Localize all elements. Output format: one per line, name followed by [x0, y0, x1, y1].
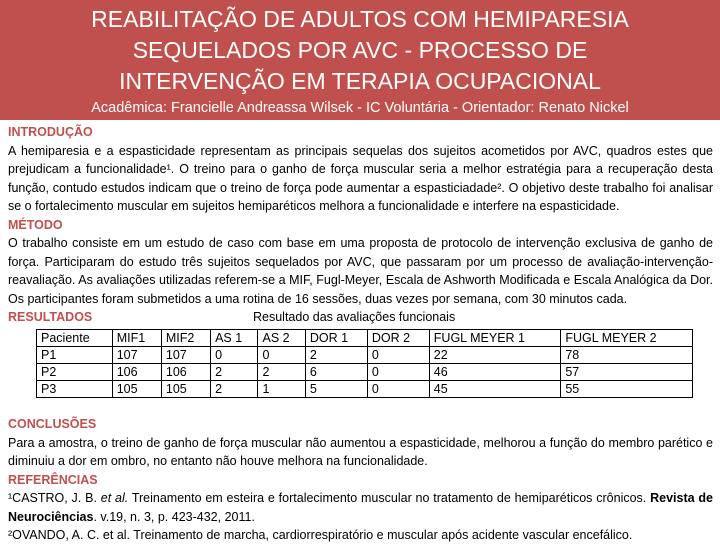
table-cell: 105	[112, 381, 161, 398]
table-cell: P1	[37, 347, 113, 364]
results-header-row	[8, 308, 713, 327]
table-cell: 1	[258, 381, 305, 398]
ref1-title: Treinamento em esteira e fortalecimento muscular no tratamento de hemiparéticos crônicos.	[128, 491, 651, 505]
table-cell: 0	[367, 381, 429, 398]
intro-heading: INTRODUÇÃO	[8, 125, 93, 139]
results-table	[36, 329, 693, 398]
column-header: MIF1	[112, 330, 161, 347]
title-banner	[0, 0, 720, 120]
table-cell: 0	[258, 347, 305, 364]
table-cell: 105	[161, 381, 210, 398]
column-header: FUGL MEYER 2	[561, 330, 693, 347]
method-text: O trabalho consiste em um estudo de caso com base em uma proposta de protocolo de intervenção exclusiva de ganho de força. Participaram do estudo três sujeitos sequelados por AVC, que passaram por um processo de avaliação-intervenção-reavaliação. As avaliações utilizadas referem-se a MIF, Fugl-Meyer, Escala de Ashworth Modificada e Escala Analógica da Dor. Os participantes foram submetidos a uma rotina de 16 sessões, duas vezes por semana, com 30 minutos cada.	[8, 236, 713, 306]
references-heading: REFERÊNCIAS	[8, 472, 98, 487]
table-cell: 2	[211, 381, 258, 398]
spacer	[8, 398, 713, 415]
column-header: AS 1	[211, 330, 258, 347]
column-header: MIF2	[161, 330, 210, 347]
results-heading: RESULTADOS	[8, 310, 93, 324]
authors-line: Acadêmica: Francielle Andreassa Wilsek - IC Voluntária - Orientador: Renato Nickel	[91, 100, 629, 116]
table-cell: 55	[561, 381, 693, 398]
column-header: FUGL MEYER 1	[429, 330, 561, 347]
table-cell: 2	[211, 364, 258, 381]
table-cell: 57	[561, 364, 693, 381]
ref1-etal: et al.	[100, 491, 129, 505]
method-heading: MÉTODO	[8, 217, 63, 232]
conclusions-text: Para a amostra, o treino de ganho de força muscular não aumentou a espasticidade, melhorou a função do membro parético e diminuiu a dor em ombro, no entanto não houve melhora na funcionalidade.	[8, 435, 713, 468]
table-cell: 0	[211, 347, 258, 364]
conclusions-heading: CONCLUSÕES	[8, 417, 97, 431]
table-cell: 2	[305, 347, 367, 364]
table-caption: Resultado das avaliações funcionais	[253, 310, 456, 324]
column-header: AS 2	[258, 330, 305, 347]
table-cell: 107	[112, 347, 161, 364]
table-row	[37, 364, 693, 381]
table-cell: 2	[258, 364, 305, 381]
poster-body	[8, 123, 713, 545]
table-cell: 0	[367, 364, 429, 381]
table-cell: 106	[112, 364, 161, 381]
ref1-authors: ¹CASTRO, J. B.	[8, 491, 101, 505]
table-row	[37, 347, 693, 364]
table-cell: 106	[161, 364, 210, 381]
title-line-1: REABILITAÇÃO DE ADULTOS COM HEMIPARESIA	[91, 6, 629, 32]
table-cell: P3	[37, 381, 113, 398]
ref1-journal: Revista de Neurociências	[8, 491, 713, 524]
table-cell: 22	[429, 347, 561, 364]
column-header: DOR 2	[367, 330, 429, 347]
reference-1	[8, 489, 713, 526]
intro-text: A hemiparesia e a espasticidade representam as principais sequelas dos sujeitos acometidos por AVC, quadros estes que prejudicam a funcionalidade¹. O treino para o ganho de força muscular seria a melhor estratégia para a recuperação desta função, contudo estudos indicam que o treino de força pode aumentar a espasticiadade². O objetivo deste trabalho foi analisar se o fortalecimento muscular em sujeitos hemiparéticos melhora a funcionalidade e interfere na espasticidade.	[8, 143, 713, 213]
title-line-3: INTERVENÇÃO EM TERAPIA OCUPACIONAL	[119, 68, 601, 94]
table-cell: 0	[367, 347, 429, 364]
table-header-row	[37, 330, 693, 347]
ref1-details: . v.19, n. 3, p. 423-432, 2011.	[93, 509, 255, 524]
table-cell: 78	[561, 347, 693, 364]
column-header: DOR 1	[305, 330, 367, 347]
table-cell: 107	[161, 347, 210, 364]
reference-2: ²OVANDO, A. C. et al. Treinamento de marcha, cardiorrespiratório e muscular após acidente vascular encefálico.	[8, 528, 633, 542]
poster-title	[0, 0, 720, 97]
table-cell: P2	[37, 364, 113, 381]
table-row	[37, 381, 693, 398]
table-cell: 5	[305, 381, 367, 398]
table-cell: 6	[305, 364, 367, 381]
table-cell: 46	[429, 364, 561, 381]
column-header: Paciente	[37, 330, 113, 347]
table-cell: 45	[429, 381, 561, 398]
title-line-2: SEQUELADOS POR AVC - PROCESSO DE	[132, 37, 588, 63]
